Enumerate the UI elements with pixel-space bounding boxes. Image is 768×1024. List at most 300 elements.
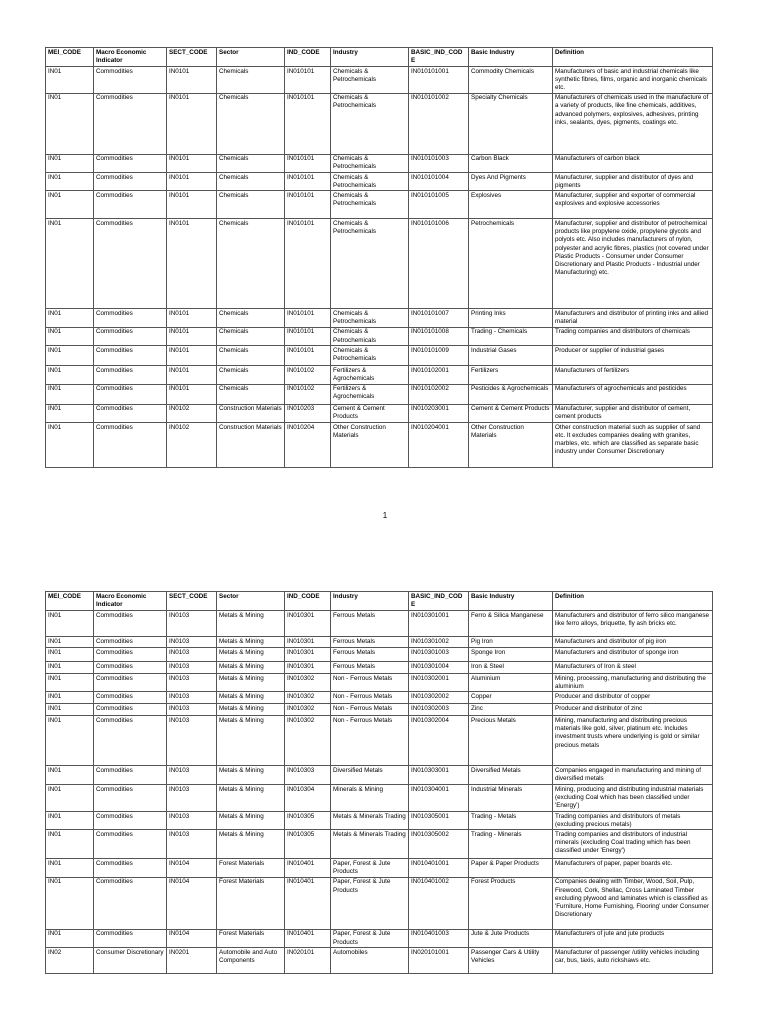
cell-macro-indicator: Commodities xyxy=(94,877,167,929)
cell-ind-code: IN010101 xyxy=(285,309,331,327)
cell-sector: Metals & Mining xyxy=(217,637,285,648)
column-header-industry: Industry xyxy=(331,48,409,67)
cell-macro-indicator: Commodities xyxy=(94,346,167,366)
cell-mei-code: IN01 xyxy=(46,648,94,662)
cell-macro-indicator: Commodities xyxy=(94,67,167,94)
cell-mei-code: IN01 xyxy=(46,716,94,766)
cell-ind-code: IN010401 xyxy=(285,877,331,929)
cell-macro-indicator: Commodities xyxy=(94,859,167,877)
cell-macro-indicator: Commodities xyxy=(94,327,167,345)
cell-sector: Chemicals xyxy=(217,327,285,345)
cell-definition: Manufacturer, supplier and distributor of cement, cement products xyxy=(553,404,713,422)
cell-definition: Trading companies and distributors of chemicals xyxy=(553,327,713,345)
cell-basic-industry: Sponge Iron xyxy=(469,648,553,662)
cell-definition: Manufacturer, supplier and distributor of dyes and pigments xyxy=(553,173,713,191)
table-body xyxy=(46,611,713,974)
column-header-ind-code: IND_CODE xyxy=(285,592,331,611)
cell-basic-industry: Ferro & Silica Manganese xyxy=(469,611,553,637)
cell-sect-code: IN0101 xyxy=(167,191,217,219)
cell-definition: Manufacturers of jute and jute products xyxy=(553,929,713,947)
cell-industry: Fertilizers & Agrochemicals xyxy=(331,384,409,404)
cell-sector: Metals & Mining xyxy=(217,662,285,674)
cell-industry: Paper, Forest & Jute Products xyxy=(331,877,409,929)
table-row xyxy=(46,859,713,877)
cell-sector: Chemicals xyxy=(217,309,285,327)
cell-basic-industry: Diversified Metals xyxy=(469,766,553,785)
table-row xyxy=(46,812,713,830)
cell-sect-code: IN0101 xyxy=(167,219,217,309)
cell-definition: Companies engaged in manufacturing and mining of diversified metals xyxy=(553,766,713,785)
cell-definition: Mining, manufacturing and distributing precious materials like gold, silver, platinum etc. Includes investment trusts where underlying is gold or similar precious metals xyxy=(553,716,713,766)
cell-mei-code: IN01 xyxy=(46,611,94,637)
cell-sect-code: IN0103 xyxy=(167,830,217,859)
cell-sector: Automobile and Auto Components xyxy=(217,948,285,974)
cell-sect-code: IN0103 xyxy=(167,637,217,648)
cell-sector: Metals & Mining xyxy=(217,648,285,662)
cell-mei-code: IN01 xyxy=(46,859,94,877)
cell-industry: Chemicals & Petrochemicals xyxy=(331,93,409,154)
cell-basic-ind-code: IN010204001 xyxy=(409,423,469,468)
table-row xyxy=(46,611,713,637)
cell-basic-ind-code: IN010101009 xyxy=(409,346,469,366)
cell-basic-ind-code: IN010401003 xyxy=(409,929,469,947)
cell-basic-industry: Iron & Steel xyxy=(469,662,553,674)
cell-basic-industry: Industrial Gases xyxy=(469,346,553,366)
cell-ind-code: IN010303 xyxy=(285,766,331,785)
cell-basic-ind-code: IN010301001 xyxy=(409,611,469,637)
cell-definition: Manufacturers of Iron & steel xyxy=(553,662,713,674)
cell-sect-code: IN0103 xyxy=(167,662,217,674)
cell-industry: Non - Ferrous Metals xyxy=(331,716,409,766)
cell-mei-code: IN01 xyxy=(46,191,94,219)
cell-mei-code: IN01 xyxy=(46,637,94,648)
table-row xyxy=(46,830,713,859)
table-row xyxy=(46,309,713,327)
cell-sector: Forest Materials xyxy=(217,859,285,877)
cell-mei-code: IN01 xyxy=(46,366,94,384)
cell-definition: Mining, processing, manufacturing and distributing the aluminium xyxy=(553,674,713,692)
cell-industry: Other Construction Materials xyxy=(331,423,409,468)
cell-sect-code: IN0101 xyxy=(167,346,217,366)
cell-ind-code: IN010305 xyxy=(285,830,331,859)
cell-definition: Companies dealing with Timber, Wood, Soil, Pulp, Firewood, Cork, Shellac, Cross Laminated Timber excluding plywood and laminates which is classified as 'Furniture, Home Furnishing, Flooring' under Consumer Discretionary xyxy=(553,877,713,929)
cell-macro-indicator: Commodities xyxy=(94,716,167,766)
cell-sector: Chemicals xyxy=(217,93,285,154)
cell-ind-code: IN010102 xyxy=(285,366,331,384)
cell-ind-code: IN010401 xyxy=(285,929,331,947)
cell-industry: Ferrous Metals xyxy=(331,637,409,648)
table-row xyxy=(46,191,713,219)
cell-industry: Non - Ferrous Metals xyxy=(331,704,409,716)
cell-industry: Non - Ferrous Metals xyxy=(331,692,409,704)
cell-basic-industry: Trading - Minerals xyxy=(469,830,553,859)
cell-mei-code: IN01 xyxy=(46,309,94,327)
cell-mei-code: IN01 xyxy=(46,812,94,830)
cell-definition: Manufacturers of basic and industrial chemicals like synthetic fibres, films, organic and inorganic chemicals etc. xyxy=(553,67,713,94)
cell-mei-code: IN01 xyxy=(46,662,94,674)
cell-sector: Chemicals xyxy=(217,346,285,366)
cell-industry: Minerals & Mining xyxy=(331,785,409,812)
cell-ind-code: IN010301 xyxy=(285,637,331,648)
cell-sect-code: IN0104 xyxy=(167,929,217,947)
cell-basic-ind-code: IN010303001 xyxy=(409,766,469,785)
cell-macro-indicator: Commodities xyxy=(94,93,167,154)
cell-sect-code: IN0101 xyxy=(167,366,217,384)
cell-macro-indicator: Commodities xyxy=(94,637,167,648)
cell-sect-code: IN0101 xyxy=(167,154,217,172)
cell-mei-code: IN01 xyxy=(46,384,94,404)
cell-sect-code: IN0201 xyxy=(167,948,217,974)
cell-sect-code: IN0103 xyxy=(167,766,217,785)
column-header-basic-ind-code: BASIC_IND_CODE xyxy=(409,48,469,67)
cell-macro-indicator: Commodities xyxy=(94,662,167,674)
cell-sector: Construction Materials xyxy=(217,423,285,468)
table-row xyxy=(46,423,713,468)
cell-industry: Metals & Minerals Trading xyxy=(331,812,409,830)
table-row xyxy=(46,766,713,785)
cell-sector: Metals & Mining xyxy=(217,716,285,766)
column-header-basic-ind-code: BASIC_IND_CODE xyxy=(409,592,469,611)
cell-sect-code: IN0103 xyxy=(167,692,217,704)
cell-industry: Chemicals & Petrochemicals xyxy=(331,346,409,366)
cell-industry: Chemicals & Petrochemicals xyxy=(331,67,409,94)
cell-sect-code: IN0103 xyxy=(167,674,217,692)
table-row xyxy=(46,929,713,947)
table-row xyxy=(46,662,713,674)
cell-basic-industry: Printing Inks xyxy=(469,309,553,327)
table-row xyxy=(46,327,713,345)
cell-industry: Chemicals & Petrochemicals xyxy=(331,219,409,309)
cell-basic-ind-code: IN010302001 xyxy=(409,674,469,692)
cell-basic-industry: Cement & Cement Products xyxy=(469,404,553,422)
table-row xyxy=(46,674,713,692)
cell-basic-ind-code: IN010102002 xyxy=(409,384,469,404)
cell-industry: Chemicals & Petrochemicals xyxy=(331,173,409,191)
cell-basic-ind-code: IN010304001 xyxy=(409,785,469,812)
cell-basic-industry: Forest Products xyxy=(469,877,553,929)
cell-macro-indicator: Commodities xyxy=(94,692,167,704)
table-row xyxy=(46,692,713,704)
cell-basic-industry: Copper xyxy=(469,692,553,704)
cell-basic-ind-code: IN010101005 xyxy=(409,191,469,219)
cell-ind-code: IN010302 xyxy=(285,674,331,692)
column-header-macro-indicator: Macro Economic Indicator xyxy=(94,592,167,611)
cell-basic-ind-code: IN010101004 xyxy=(409,173,469,191)
column-header-sect-code: SECT_CODE xyxy=(167,592,217,611)
cell-mei-code: IN01 xyxy=(46,154,94,172)
cell-mei-code: IN01 xyxy=(46,423,94,468)
cell-ind-code: IN010401 xyxy=(285,859,331,877)
cell-industry: Chemicals & Petrochemicals xyxy=(331,309,409,327)
column-header-definition: Definition xyxy=(553,48,713,67)
column-header-basic-industry: Basic Industry xyxy=(469,592,553,611)
classification-table-page-2 xyxy=(45,591,713,974)
cell-basic-ind-code: IN010401001 xyxy=(409,859,469,877)
cell-macro-indicator: Commodities xyxy=(94,766,167,785)
table-row xyxy=(46,154,713,172)
cell-macro-indicator: Commodities xyxy=(94,309,167,327)
cell-sect-code: IN0102 xyxy=(167,423,217,468)
cell-macro-indicator: Commodities xyxy=(94,191,167,219)
cell-basic-industry: Precious Metals xyxy=(469,716,553,766)
cell-industry: Ferrous Metals xyxy=(331,611,409,637)
cell-ind-code: IN010101 xyxy=(285,219,331,309)
cell-mei-code: IN01 xyxy=(46,877,94,929)
table-row xyxy=(46,716,713,766)
table-body xyxy=(46,67,713,468)
table-row xyxy=(46,404,713,422)
cell-basic-industry: Trading - Chemicals xyxy=(469,327,553,345)
cell-sect-code: IN0101 xyxy=(167,309,217,327)
cell-ind-code: IN010101 xyxy=(285,173,331,191)
column-header-basic-industry: Basic Industry xyxy=(469,48,553,67)
cell-basic-industry: Dyes And Pigments xyxy=(469,173,553,191)
cell-definition: Manufacturer, supplier and exporter of commercial explosives and explosive accessories xyxy=(553,191,713,219)
cell-basic-ind-code: IN010101002 xyxy=(409,93,469,154)
cell-macro-indicator: Commodities xyxy=(94,611,167,637)
cell-ind-code: IN010301 xyxy=(285,648,331,662)
cell-mei-code: IN01 xyxy=(46,173,94,191)
cell-sector: Chemicals xyxy=(217,191,285,219)
cell-ind-code: IN010302 xyxy=(285,704,331,716)
column-header-definition: Definition xyxy=(553,592,713,611)
cell-macro-indicator: Commodities xyxy=(94,173,167,191)
classification-table-page-1 xyxy=(45,47,713,468)
cell-basic-ind-code: IN020101001 xyxy=(409,948,469,974)
cell-definition: Manufacturers of agrochemicals and pesticides xyxy=(553,384,713,404)
cell-mei-code: IN01 xyxy=(46,327,94,345)
cell-basic-ind-code: IN010101003 xyxy=(409,154,469,172)
cell-industry: Cement & Cement Products xyxy=(331,404,409,422)
cell-basic-ind-code: IN010302004 xyxy=(409,716,469,766)
cell-ind-code: IN010101 xyxy=(285,67,331,94)
cell-sector: Chemicals xyxy=(217,154,285,172)
cell-basic-industry: Fertilizers xyxy=(469,366,553,384)
cell-ind-code: IN010203 xyxy=(285,404,331,422)
cell-industry: Ferrous Metals xyxy=(331,662,409,674)
table-row xyxy=(46,67,713,94)
cell-sect-code: IN0104 xyxy=(167,859,217,877)
cell-basic-ind-code: IN010203001 xyxy=(409,404,469,422)
cell-macro-indicator: Commodities xyxy=(94,219,167,309)
cell-sect-code: IN0103 xyxy=(167,611,217,637)
page-number: 1 xyxy=(382,511,388,520)
cell-mei-code: IN01 xyxy=(46,704,94,716)
cell-basic-ind-code: IN010302002 xyxy=(409,692,469,704)
cell-basic-industry: Zinc xyxy=(469,704,553,716)
cell-industry: Chemicals & Petrochemicals xyxy=(331,327,409,345)
cell-basic-ind-code: IN010305001 xyxy=(409,812,469,830)
cell-ind-code: IN010101 xyxy=(285,327,331,345)
cell-definition: Producer and distributor of copper xyxy=(553,692,713,704)
cell-sector: Forest Materials xyxy=(217,877,285,929)
cell-sector: Metals & Mining xyxy=(217,674,285,692)
cell-definition: Manufacturers and distributor of sponge iron xyxy=(553,648,713,662)
cell-basic-ind-code: IN010101006 xyxy=(409,219,469,309)
cell-industry: Ferrous Metals xyxy=(331,648,409,662)
cell-macro-indicator: Commodities xyxy=(94,704,167,716)
cell-basic-industry: Specialty Chemicals xyxy=(469,93,553,154)
cell-sector: Metals & Mining xyxy=(217,812,285,830)
column-header-sector: Sector xyxy=(217,48,285,67)
cell-sector: Construction Materials xyxy=(217,404,285,422)
cell-basic-ind-code: IN010102001 xyxy=(409,366,469,384)
cell-industry: Paper, Forest & Jute Products xyxy=(331,859,409,877)
cell-basic-industry: Explosives xyxy=(469,191,553,219)
cell-basic-industry: Passenger Cars & Utility Vehicles xyxy=(469,948,553,974)
column-header-sect-code: SECT_CODE xyxy=(167,48,217,67)
cell-ind-code: IN010301 xyxy=(285,662,331,674)
cell-basic-ind-code: IN010301002 xyxy=(409,637,469,648)
cell-mei-code: IN02 xyxy=(46,948,94,974)
cell-definition: Mining, producing and distributing industrial materials (excluding Coal which has been classified under 'Energy') xyxy=(553,785,713,812)
cell-basic-ind-code: IN010305002 xyxy=(409,830,469,859)
cell-sect-code: IN0103 xyxy=(167,704,217,716)
cell-industry: Automobiles xyxy=(331,948,409,974)
cell-ind-code: IN010101 xyxy=(285,191,331,219)
cell-ind-code: IN010101 xyxy=(285,154,331,172)
cell-industry: Chemicals & Petrochemicals xyxy=(331,191,409,219)
cell-definition: Manufacturers of paper, paper boards etc. xyxy=(553,859,713,877)
cell-macro-indicator: Commodities xyxy=(94,648,167,662)
cell-industry: Fertilizers & Agrochemicals xyxy=(331,366,409,384)
cell-sector: Chemicals xyxy=(217,219,285,309)
cell-sect-code: IN0101 xyxy=(167,384,217,404)
cell-macro-indicator: Commodities xyxy=(94,384,167,404)
column-header-sector: Sector xyxy=(217,592,285,611)
cell-sect-code: IN0103 xyxy=(167,648,217,662)
cell-sector: Metals & Mining xyxy=(217,704,285,716)
cell-sector: Metals & Mining xyxy=(217,785,285,812)
cell-ind-code: IN020101 xyxy=(285,948,331,974)
table-row xyxy=(46,704,713,716)
cell-definition: Manufacturers and distributor of pig iron xyxy=(553,637,713,648)
cell-ind-code: IN010101 xyxy=(285,93,331,154)
cell-basic-ind-code: IN010101007 xyxy=(409,309,469,327)
cell-mei-code: IN01 xyxy=(46,766,94,785)
cell-sect-code: IN0102 xyxy=(167,404,217,422)
cell-sect-code: IN0104 xyxy=(167,877,217,929)
cell-sector: Metals & Mining xyxy=(217,830,285,859)
cell-definition: Manufacturers and distributor of printing inks and allied material xyxy=(553,309,713,327)
cell-sector: Forest Materials xyxy=(217,929,285,947)
cell-definition: Manufacturers of chemicals used in the manufacture of a variety of products, like fine chemicals, additives, advanced polymers, explosives, adhesives, printing inks, sealants, dyes, pigments, coatings etc. xyxy=(553,93,713,154)
cell-mei-code: IN01 xyxy=(46,785,94,812)
table-row xyxy=(46,219,713,309)
cell-definition: Trading companies and distributors of metals (excluding precious metals) xyxy=(553,812,713,830)
cell-basic-industry: Aluminium xyxy=(469,674,553,692)
cell-sect-code: IN0101 xyxy=(167,327,217,345)
cell-sect-code: IN0101 xyxy=(167,67,217,94)
cell-industry: Paper, Forest & Jute Products xyxy=(331,929,409,947)
table-row xyxy=(46,366,713,384)
cell-ind-code: IN010102 xyxy=(285,384,331,404)
cell-basic-ind-code: IN010301003 xyxy=(409,648,469,662)
cell-sector: Metals & Mining xyxy=(217,611,285,637)
cell-ind-code: IN010302 xyxy=(285,716,331,766)
cell-basic-industry: Paper & Paper Products xyxy=(469,859,553,877)
cell-ind-code: IN010101 xyxy=(285,346,331,366)
column-header-macro-indicator: Macro Economic Indicator xyxy=(94,48,167,67)
cell-mei-code: IN01 xyxy=(46,67,94,94)
table-row xyxy=(46,648,713,662)
cell-macro-indicator: Commodities xyxy=(94,154,167,172)
cell-basic-industry: Other Construction Materials xyxy=(469,423,553,468)
cell-basic-ind-code: IN010301004 xyxy=(409,662,469,674)
cell-sector: Chemicals xyxy=(217,173,285,191)
cell-basic-industry: Trading - Metals xyxy=(469,812,553,830)
cell-basic-industry: Pesticides & Agrochemicals xyxy=(469,384,553,404)
cell-basic-industry: Industrial Minerals xyxy=(469,785,553,812)
cell-macro-indicator: Commodities xyxy=(94,929,167,947)
column-header-industry: Industry xyxy=(331,592,409,611)
cell-definition: Producer and distributor of zinc xyxy=(553,704,713,716)
cell-macro-indicator: Commodities xyxy=(94,674,167,692)
table-row xyxy=(46,346,713,366)
cell-ind-code: IN010302 xyxy=(285,692,331,704)
cell-sector: Chemicals xyxy=(217,384,285,404)
cell-basic-ind-code: IN010401002 xyxy=(409,877,469,929)
cell-macro-indicator: Commodities xyxy=(94,423,167,468)
cell-ind-code: IN010204 xyxy=(285,423,331,468)
cell-industry: Chemicals & Petrochemicals xyxy=(331,154,409,172)
cell-mei-code: IN01 xyxy=(46,929,94,947)
cell-definition: Producer or supplier of industrial gases xyxy=(553,346,713,366)
cell-basic-industry: Pig Iron xyxy=(469,637,553,648)
table-row xyxy=(46,877,713,929)
cell-basic-industry: Commodity Chemicals xyxy=(469,67,553,94)
cell-ind-code: IN010301 xyxy=(285,611,331,637)
cell-basic-industry: Carbon Black xyxy=(469,154,553,172)
cell-mei-code: IN01 xyxy=(46,692,94,704)
cell-ind-code: IN010305 xyxy=(285,812,331,830)
cell-definition: Manufacturers of carbon black xyxy=(553,154,713,172)
cell-basic-industry: Petrochemicals xyxy=(469,219,553,309)
cell-macro-indicator: Commodities xyxy=(94,830,167,859)
cell-sect-code: IN0103 xyxy=(167,785,217,812)
cell-basic-industry: Jute & Jute Products xyxy=(469,929,553,947)
cell-industry: Diversified Metals xyxy=(331,766,409,785)
cell-definition: Trading companies and distributors of industrial minerals (excluding Coal trading which has been classified under 'Energy') xyxy=(553,830,713,859)
cell-mei-code: IN01 xyxy=(46,219,94,309)
cell-basic-ind-code: IN010101001 xyxy=(409,67,469,94)
table-row xyxy=(46,948,713,974)
cell-macro-indicator: Commodities xyxy=(94,366,167,384)
cell-sect-code: IN0101 xyxy=(167,173,217,191)
cell-sect-code: IN0101 xyxy=(167,93,217,154)
cell-definition: Manufacturers of fertilizers xyxy=(553,366,713,384)
table-row xyxy=(46,173,713,191)
table-header-row xyxy=(46,48,713,67)
cell-definition: Other construction material such as supplier of sand etc. It excludes companies dealing with granites, marbles, etc. which are classified as separate basic industry under Consumer Discretionary xyxy=(553,423,713,468)
cell-ind-code: IN010304 xyxy=(285,785,331,812)
cell-macro-indicator: Consumer Discretionary xyxy=(94,948,167,974)
cell-industry: Non - Ferrous Metals xyxy=(331,674,409,692)
cell-sector: Metals & Mining xyxy=(217,766,285,785)
cell-industry: Metals & Minerals Trading xyxy=(331,830,409,859)
cell-definition: Manufacturer, supplier and distributor of petrochemical products like propylene oxide, propylene glycols and polyols etc. Also includes manufacturers of nylon, polyester and acrylic fibres, plastics (not covered under Plastic Products - Consumer under Consumer Discretionary and Plastic Products - Industrial under Manufacturing) etc. xyxy=(553,219,713,309)
table-row xyxy=(46,637,713,648)
cell-basic-ind-code: IN010101008 xyxy=(409,327,469,345)
cell-macro-indicator: Commodities xyxy=(94,785,167,812)
cell-basic-ind-code: IN010302003 xyxy=(409,704,469,716)
table-row xyxy=(46,384,713,404)
table-header-row xyxy=(46,592,713,611)
cell-sector: Chemicals xyxy=(217,366,285,384)
cell-mei-code: IN01 xyxy=(46,674,94,692)
column-header-mei-code: MEI_CODE xyxy=(46,48,94,67)
cell-mei-code: IN01 xyxy=(46,404,94,422)
